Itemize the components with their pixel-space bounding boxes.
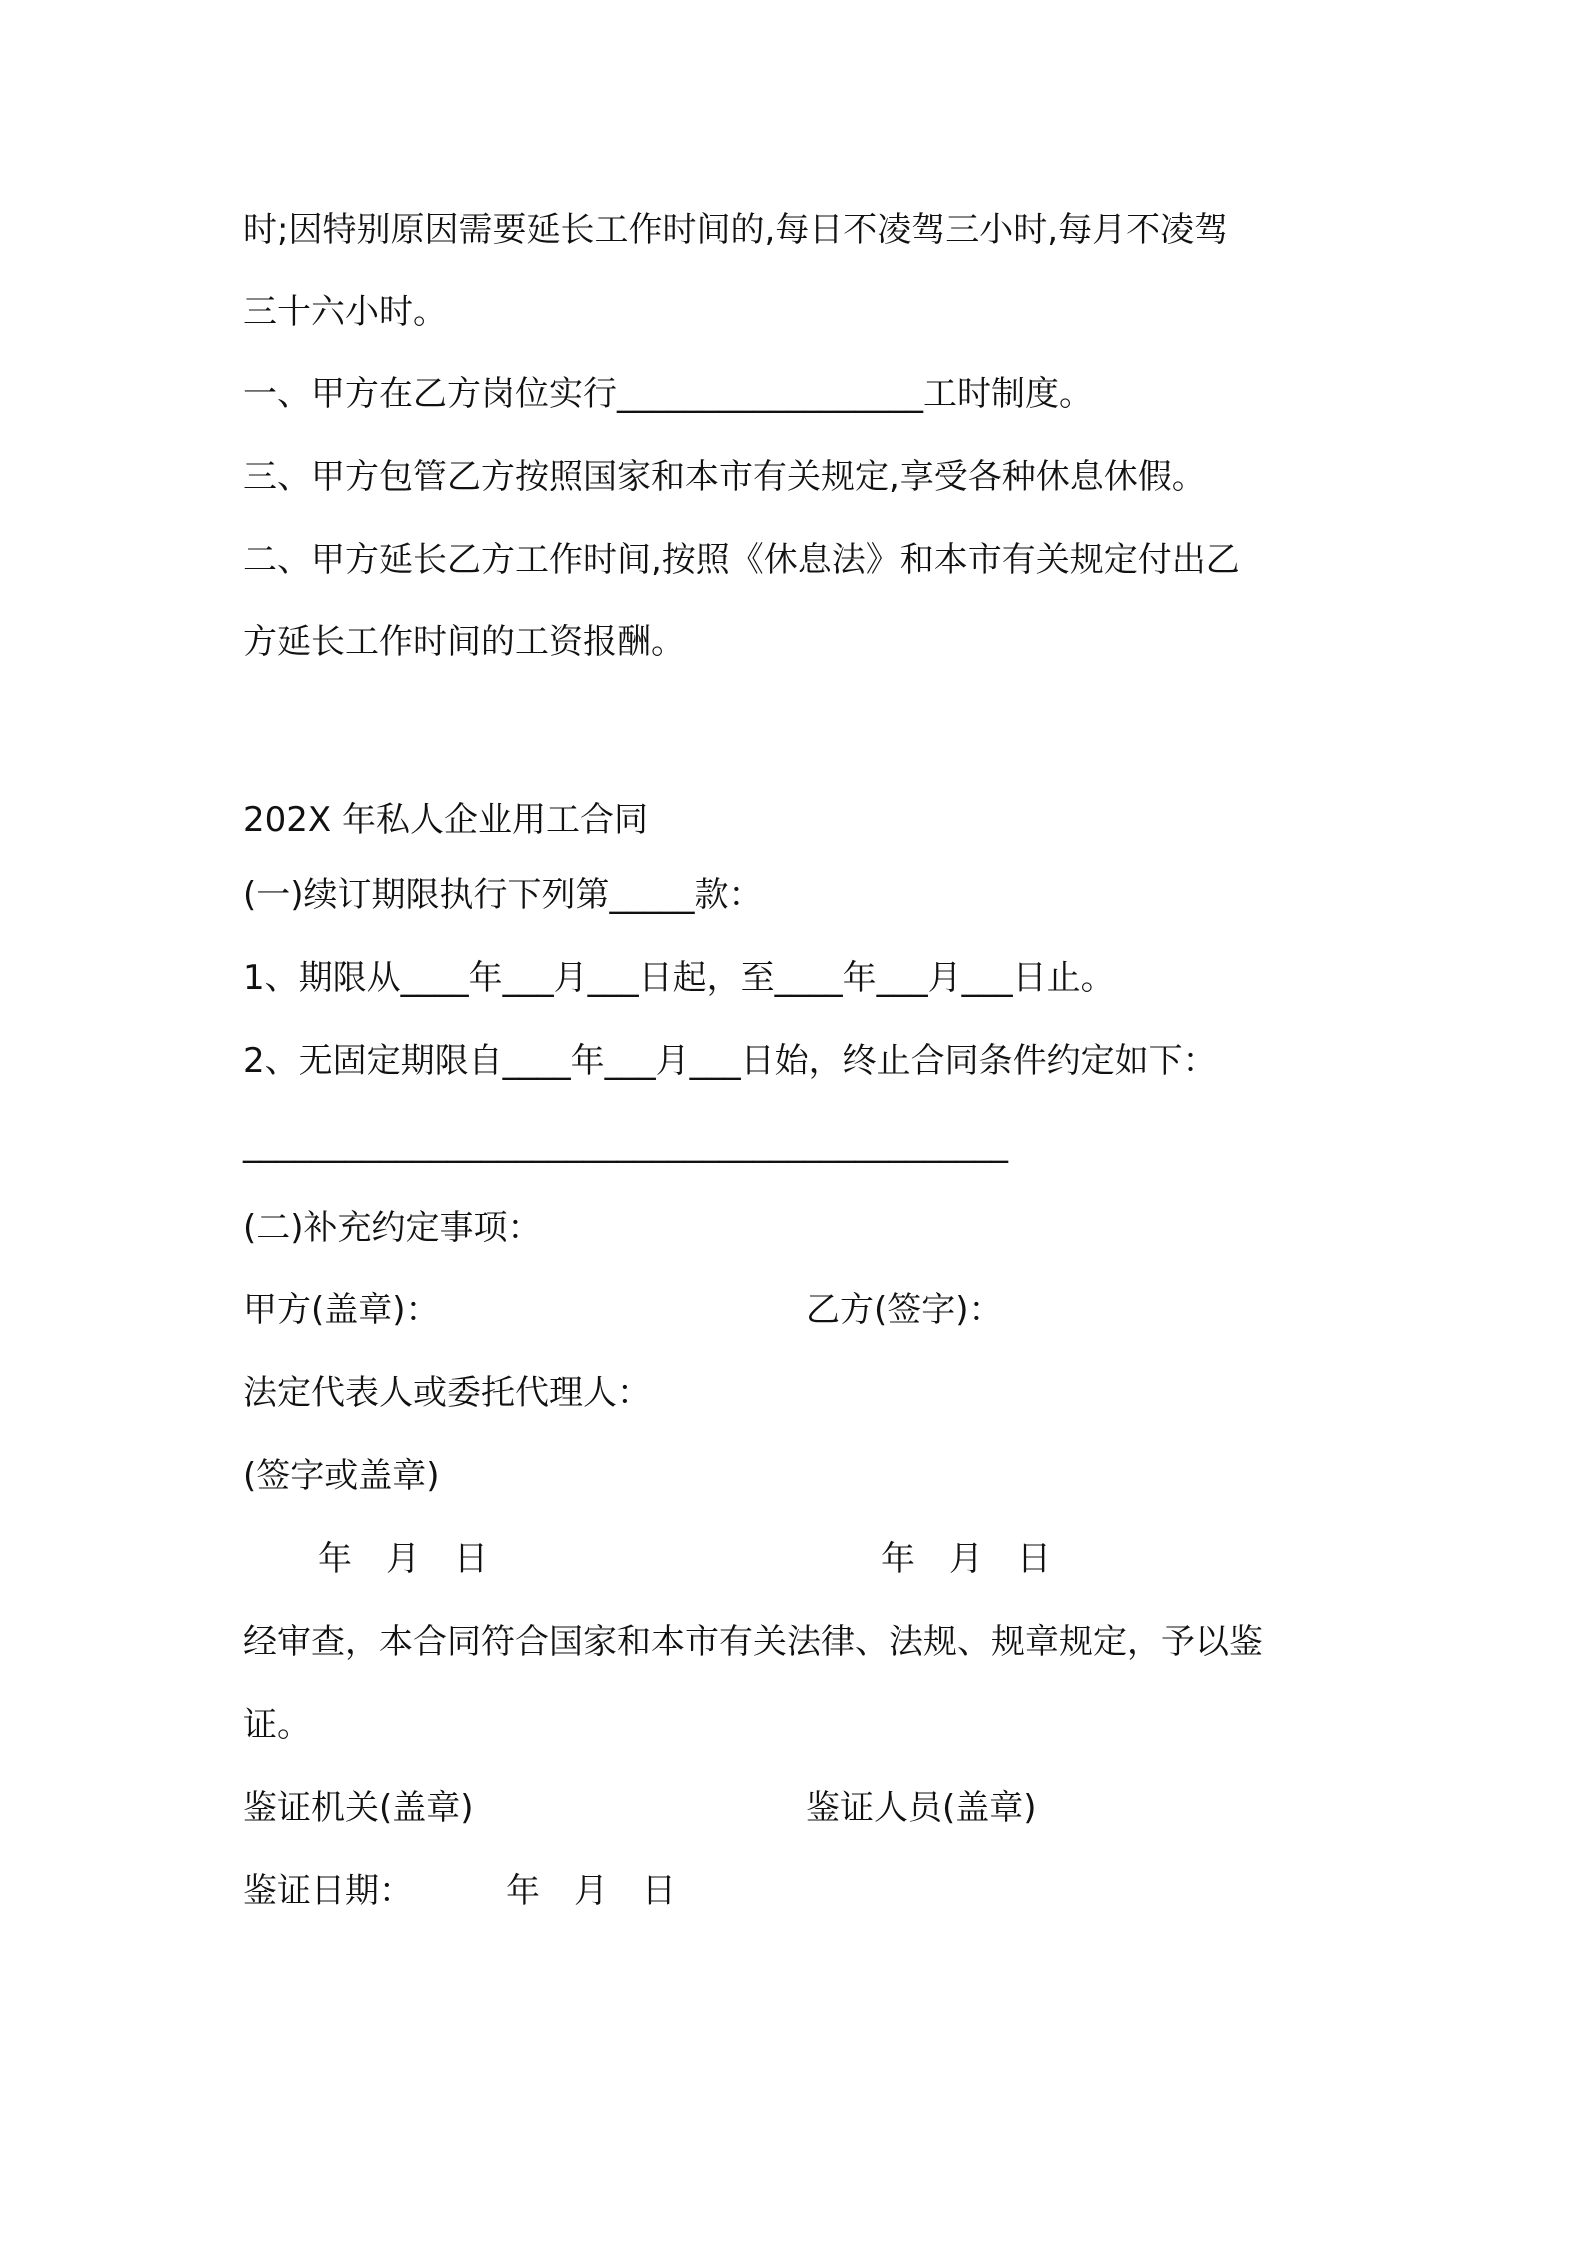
sign-or-seal-label: (签字或盖章) [243, 1456, 440, 1496]
date-left: 年 月 日 [318, 1539, 488, 1579]
review-statement-line: 证。 [243, 1705, 311, 1745]
party-b-label: 乙方(签字)： [806, 1290, 1003, 1330]
clause-overtime-line: 二、甲方延长乙方工作时间,按照《休息法》和本市有关规定付出乙 [243, 540, 1240, 580]
paragraph-line: 三十六小时。 [243, 292, 447, 332]
clause-work-hours: 一、甲方在乙方岗位实行__________________工时制度。 [243, 374, 1093, 414]
clause-rest-leave: 三、甲方包管乙方按照国家和本市有关规定,享受各种休息休假。 [243, 457, 1206, 497]
blank-fill-line: _____________________________________________ [243, 1124, 1008, 1164]
clause-overtime-line: 方延长工作时间的工资报酬。 [243, 622, 685, 662]
paragraph-line: 时;因特别原因需要延长工作时间的,每日不凌驾三小时,每月不凌驾 [243, 210, 1229, 250]
term-option-1: 1、期限从____年___月___日起，至____年___月___日止。 [243, 958, 1115, 998]
contract-title: 202X 年私人企业用工合同 [243, 800, 648, 840]
verification-authority: 鉴证机关(盖章) [243, 1788, 474, 1828]
term-option-2: 2、无固定期限自____年___月___日始，终止合同条件约定如下： [243, 1041, 1217, 1081]
date-right: 年 月 日 [881, 1539, 1051, 1579]
party-a-label: 甲方(盖章)： [243, 1290, 440, 1330]
supplement-heading: (二)补充约定事项： [243, 1208, 542, 1248]
verification-officer: 鉴证人员(盖章) [806, 1788, 1037, 1828]
verification-date-label: 鉴证日期： [243, 1871, 413, 1911]
verification-date: 年 月 日 [506, 1871, 676, 1911]
review-statement-line: 经审查，本合同符合国家和本市有关法律、法规、规章规定，予以鉴 [243, 1622, 1263, 1662]
renewal-term: (一)续订期限执行下列第_____款： [243, 875, 763, 915]
party-row [243, 1288, 440, 1332]
representative-label: 法定代表人或委托代理人： [243, 1373, 651, 1413]
